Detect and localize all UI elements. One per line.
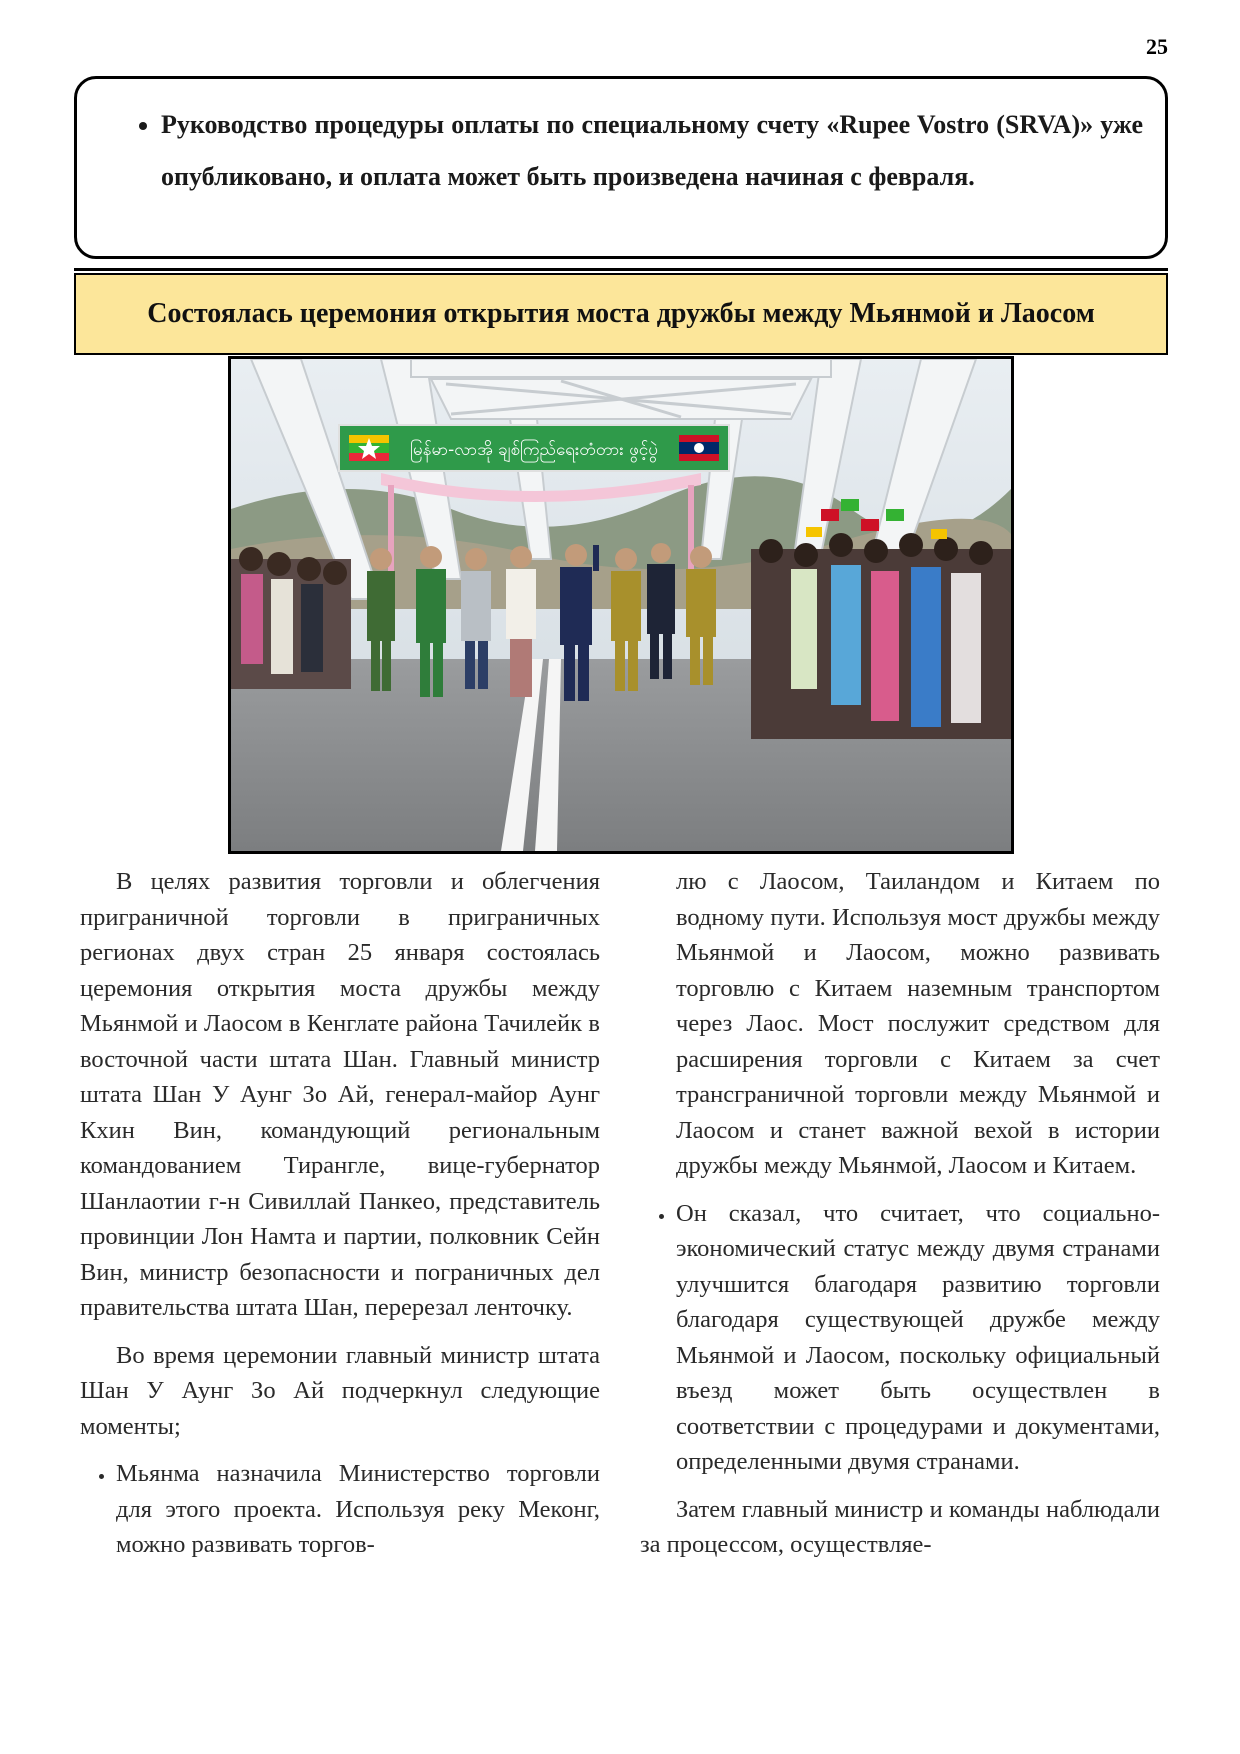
article-headline: Состоялась церемония открытия моста дружбы между Мьянмой и Лаосом [74, 273, 1168, 355]
notice-box [74, 76, 1168, 259]
article-bullet: • Он сказал, что считает, что социально-экономический статус между двумя странами улучшится благодаря развитию торговли благодаря существующей дружбе между Мьянмой и Лаосом, поскольку официальный въезд может быть осуществлен в соответствии с процедурами и документами, определенными двумя странами. [676, 1196, 1160, 1480]
divider-rule [74, 268, 1168, 271]
article-paragraph: В целях развития торговли и облегчения приграничной торговли в приграничных регионах двух стран 25 января состоялась церемония открытия моста дружбы между Мьянмой и Лаосом в Кенглате района Тачилейк в восточной части штата Шан. Главный министр штата Шан У Аунг Зо Ай, генерал-майор Аунг Кхин Вин, командующий региональным командованием Тирангле, вице-губернатор Шанлаотии г-н Сивиллай Панкео, представитель провинции Лон Намта и партии, полковник Сейн Вин, министр безопасности и пограничных дел правительства штата Шан, перерезал ленточку. [80, 868, 600, 1321]
article-bullet-cont: лю с Лаосом, Таиландом и Китаем по водному пути. Используя мост дружбы между Мьянмой и Лаосом, можно развивать торговлю с Китаем наземным транспортом через Лаос. Мост послужит средством для расширения торговли с Китаем за счет трансграничной торговли между Мьянмой и Лаосом и станет важной вехой в истории дружбы между Мьянмой, Лаосом и Китаем. [676, 868, 1160, 1179]
article-bullet-list [80, 1456, 600, 1563]
notice-list [123, 99, 1143, 203]
article-paragraph: Затем главный министр и команды наблюдали за процессом, осуществляе- [640, 1495, 1160, 1558]
article-column-left [80, 864, 600, 1575]
bridge-ceremony-illustration [231, 359, 1011, 851]
article-bullet-continuation [640, 864, 1160, 1184]
article-paragraph: Во время церемонии главный министр штата Шан У Аунг Зо Ай подчеркнул следующие моменты; [80, 1341, 600, 1440]
notice-bullet: • Руководство процедуры оплаты по специальному счету «Rupee Vostro (SRVA)» уже опубликовано, и оплата может быть произведена начиная с февраля. [161, 99, 1143, 203]
article-column-right [640, 864, 1160, 1575]
article-bullet-list [640, 1196, 1160, 1480]
banner-text: မြန်မာ-လာအို ချစ်ကြည်ရေးတံတား ဖွင့်ပွဲ [410, 440, 658, 460]
page-number: 25 [1146, 34, 1168, 59]
article-bullet: • Мьянма назначила Министерство торговли для этого проекта. Используя реку Меконг, можно развивать торгов- [116, 1456, 600, 1563]
ceremony-photo [228, 356, 1014, 854]
